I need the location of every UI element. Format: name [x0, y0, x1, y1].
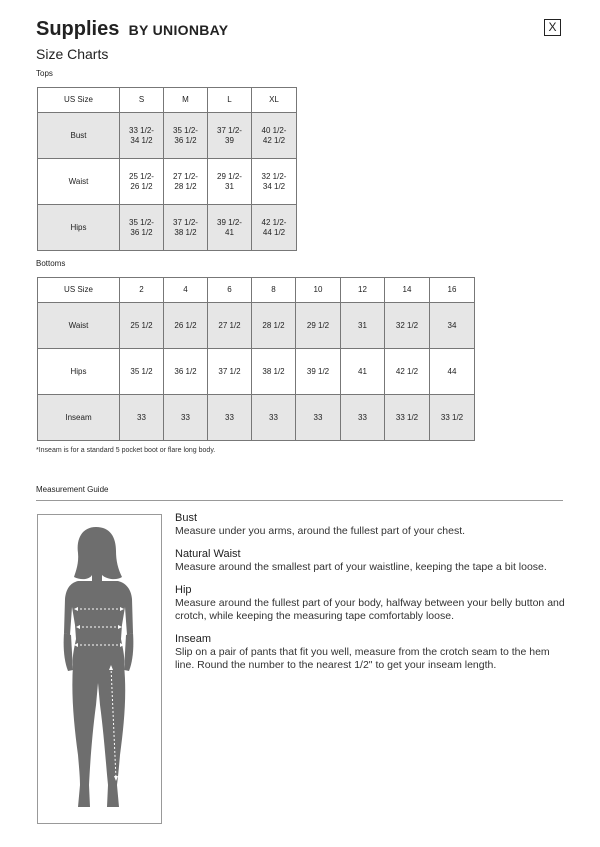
- table-header-row: [38, 88, 297, 113]
- row-label: Inseam: [38, 395, 120, 441]
- table-cell: 42 1/2: [385, 349, 430, 395]
- table-cell: 33: [252, 395, 296, 441]
- guide-heading: Inseam: [175, 633, 212, 645]
- table-cell: 34: [430, 303, 475, 349]
- table-cell: 32 1/2: [385, 303, 430, 349]
- close-button[interactable]: X: [544, 19, 561, 36]
- table-cell: 36 1/2: [164, 349, 208, 395]
- table-cell: 39 1/2- 41: [208, 205, 252, 251]
- bottoms-size-table: [37, 277, 475, 441]
- guide-heading: Hip: [175, 584, 192, 596]
- table-cell: 25 1/2- 26 1/2: [120, 159, 164, 205]
- table-cell: 33: [296, 395, 341, 441]
- guide-heading: Bust: [175, 512, 198, 524]
- column-header: M: [164, 88, 208, 113]
- table-cell: 27 1/2: [208, 303, 252, 349]
- tops-size-table: [37, 87, 297, 251]
- guide-item-inseam: [175, 633, 565, 672]
- brand-suffix: BY UNIONBAY: [128, 22, 229, 38]
- table-cell: 33: [120, 395, 164, 441]
- table-row: [38, 159, 297, 205]
- column-header: 2: [120, 278, 164, 303]
- column-header: 16: [430, 278, 475, 303]
- guide-description: Measure around the fullest part of your body, halfway between your belly button and crotch, while keeping the measuring tape comfortably loose.: [175, 597, 565, 622]
- column-header: S: [120, 88, 164, 113]
- column-header: XL: [252, 88, 297, 113]
- column-header: 10: [296, 278, 341, 303]
- table-cell: 25 1/2: [120, 303, 164, 349]
- table-cell: 38 1/2: [252, 349, 296, 395]
- table-cell: 33: [164, 395, 208, 441]
- column-header: 6: [208, 278, 252, 303]
- brand-logo: [36, 18, 228, 41]
- measurement-guide-title: Measurement Guide: [36, 485, 109, 494]
- row-label: Hips: [38, 205, 120, 251]
- page-title: Size Charts: [36, 46, 109, 62]
- tops-label: Tops: [36, 69, 53, 78]
- row-label: Bust: [38, 113, 120, 159]
- guide-heading: Natural Waist: [175, 548, 241, 560]
- row-label: Hips: [38, 349, 120, 395]
- table-row: [38, 349, 475, 395]
- inseam-note: *Inseam is for a standard 5 pocket boot or flare long body.: [36, 447, 216, 454]
- table-row: [38, 395, 475, 441]
- female-silhouette-icon: [38, 515, 161, 823]
- column-header: L: [208, 88, 252, 113]
- column-header: US Size: [38, 278, 120, 303]
- bottoms-label: Bottoms: [36, 259, 66, 268]
- table-cell: 29 1/2: [296, 303, 341, 349]
- table-row: [38, 205, 297, 251]
- table-cell: 37 1/2- 38 1/2: [164, 205, 208, 251]
- table-cell: 42 1/2- 44 1/2: [252, 205, 297, 251]
- table-row: [38, 113, 297, 159]
- guide-item-natural-waist: [175, 548, 565, 574]
- table-cell: 35 1/2: [120, 349, 164, 395]
- measurement-figure: [37, 514, 162, 824]
- column-header: US Size: [38, 88, 120, 113]
- table-cell: 27 1/2- 28 1/2: [164, 159, 208, 205]
- row-label: Waist: [38, 159, 120, 205]
- measurement-guide-text: [175, 512, 565, 682]
- guide-description: Slip on a pair of pants that fit you well, measure from the crotch seam to the hem line. Round the number to the nearest 1/2" to get your inseam length.: [175, 646, 550, 671]
- table-cell: 37 1/2: [208, 349, 252, 395]
- guide-item-hip: [175, 584, 565, 623]
- table-cell: 32 1/2- 34 1/2: [252, 159, 297, 205]
- table-cell: 31: [341, 303, 385, 349]
- table-cell: 26 1/2: [164, 303, 208, 349]
- table-cell: 40 1/2- 42 1/2: [252, 113, 297, 159]
- table-cell: 35 1/2- 36 1/2: [164, 113, 208, 159]
- table-cell: 39 1/2: [296, 349, 341, 395]
- guide-description: Measure around the smallest part of your waistline, keeping the tape a bit loose.: [175, 561, 547, 573]
- table-cell: 37 1/2- 39: [208, 113, 252, 159]
- table-cell: 33: [208, 395, 252, 441]
- table-cell: 35 1/2- 36 1/2: [120, 205, 164, 251]
- table-cell: 33: [341, 395, 385, 441]
- table-cell: 44: [430, 349, 475, 395]
- table-header-row: [38, 278, 475, 303]
- table-cell: 33 1/2: [430, 395, 475, 441]
- table-cell: 28 1/2: [252, 303, 296, 349]
- column-header: 14: [385, 278, 430, 303]
- column-header: 12: [341, 278, 385, 303]
- divider: [36, 500, 563, 501]
- row-label: Waist: [38, 303, 120, 349]
- table-row: [38, 303, 475, 349]
- table-cell: 29 1/2- 31: [208, 159, 252, 205]
- column-header: 4: [164, 278, 208, 303]
- table-cell: 33 1/2: [385, 395, 430, 441]
- table-cell: 33 1/2- 34 1/2: [120, 113, 164, 159]
- guide-item-bust: [175, 512, 565, 538]
- table-cell: 41: [341, 349, 385, 395]
- guide-description: Measure under you arms, around the fullest part of your chest.: [175, 525, 466, 537]
- brand-name: Supplies: [36, 18, 120, 40]
- column-header: 8: [252, 278, 296, 303]
